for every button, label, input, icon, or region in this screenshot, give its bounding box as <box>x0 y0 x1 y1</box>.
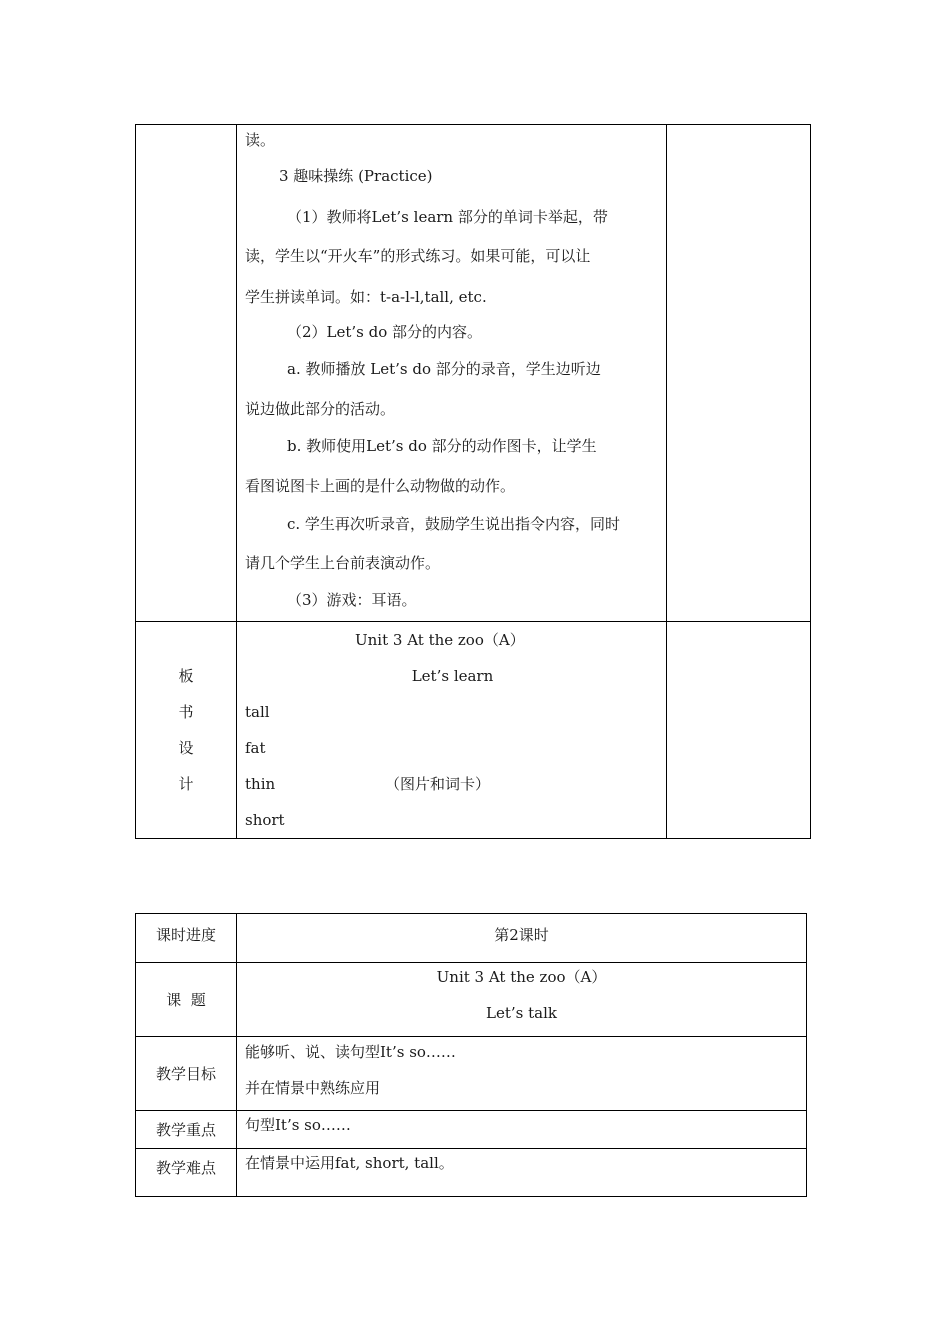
board-note: （图片和词卡） <box>385 775 491 793</box>
topic-label: 课 题 <box>136 963 237 1037</box>
topic-line: Unit 3 At the zoo（A） <box>436 968 607 986</box>
board-subtitle: Let’s learn <box>411 667 494 685</box>
difficulty-value: 在情景中运用fat, short, tall。 <box>245 1154 454 1172</box>
board-design-cell <box>237 622 667 839</box>
lesson-info-table <box>135 913 807 1197</box>
key-value: 句型It’s so…… <box>245 1116 351 1134</box>
procedure-line: 看图说图卡上画的是什么动物做的动作。 <box>245 477 516 495</box>
goal-line: 并在情景中熟练应用 <box>245 1079 381 1097</box>
procedure-line: 读。 <box>245 131 276 149</box>
goal-label: 教学目标 <box>136 1037 237 1111</box>
procedure-line: a. 教师播放 Let’s do 部分的录音，学生边听边 <box>287 360 601 378</box>
empty-note-cell <box>667 125 811 622</box>
procedure-line: 请几个学生上台前表演动作。 <box>245 554 441 572</box>
board-title: Unit 3 At the zoo（A） <box>355 631 525 649</box>
topic-cell <box>237 963 807 1037</box>
procedure-line: （3）游戏：耳语。 <box>287 591 417 609</box>
progress-value: 第2课时 <box>237 914 807 963</box>
difficulty-label: 教学难点 <box>136 1149 237 1197</box>
board-label-char: 计 <box>178 775 194 793</box>
teaching-process-table <box>135 124 811 839</box>
board-word: thin <box>245 775 276 793</box>
difficulty-cell <box>237 1149 807 1197</box>
procedure-line: 读，学生以“开火车”的形式练习。如果可能，可以让 <box>245 247 591 265</box>
board-label-char: 书 <box>178 703 194 721</box>
procedure-line: 说边做此部分的活动。 <box>245 400 396 418</box>
procedure-line: c. 学生再次听录音，鼓励学生说出指令内容，同时 <box>287 515 620 533</box>
procedure-line: 3 趣味操练 (Practice) <box>279 167 433 185</box>
topic-line: Let’s talk <box>486 1004 557 1022</box>
key-cell <box>237 1111 807 1149</box>
board-word: fat <box>245 739 266 757</box>
goal-cell <box>237 1037 807 1111</box>
procedure-line: （2）Let’s do 部分的内容。 <box>287 323 483 341</box>
empty-note-cell <box>667 622 811 839</box>
board-label-char: 设 <box>178 739 194 757</box>
board-word: short <box>245 811 285 829</box>
board-label-char: 板 <box>178 667 194 685</box>
key-label: 教学重点 <box>136 1111 237 1149</box>
goal-line: 能够听、说、读句型It’s so…… <box>245 1043 456 1061</box>
progress-label: 课时进度 <box>136 914 237 963</box>
procedure-line: 学生拼读单词。如：t-a-l-l,tall, etc. <box>245 288 487 306</box>
procedure-line: b. 教师使用Let’s do 部分的动作图卡，让学生 <box>287 437 597 455</box>
procedure-cell <box>237 125 667 622</box>
board-design-label-cell <box>136 622 237 839</box>
board-word: tall <box>245 703 270 721</box>
empty-label-cell <box>136 125 237 622</box>
procedure-line: （1）教师将Let’s learn 部分的单词卡举起，带 <box>287 208 608 226</box>
